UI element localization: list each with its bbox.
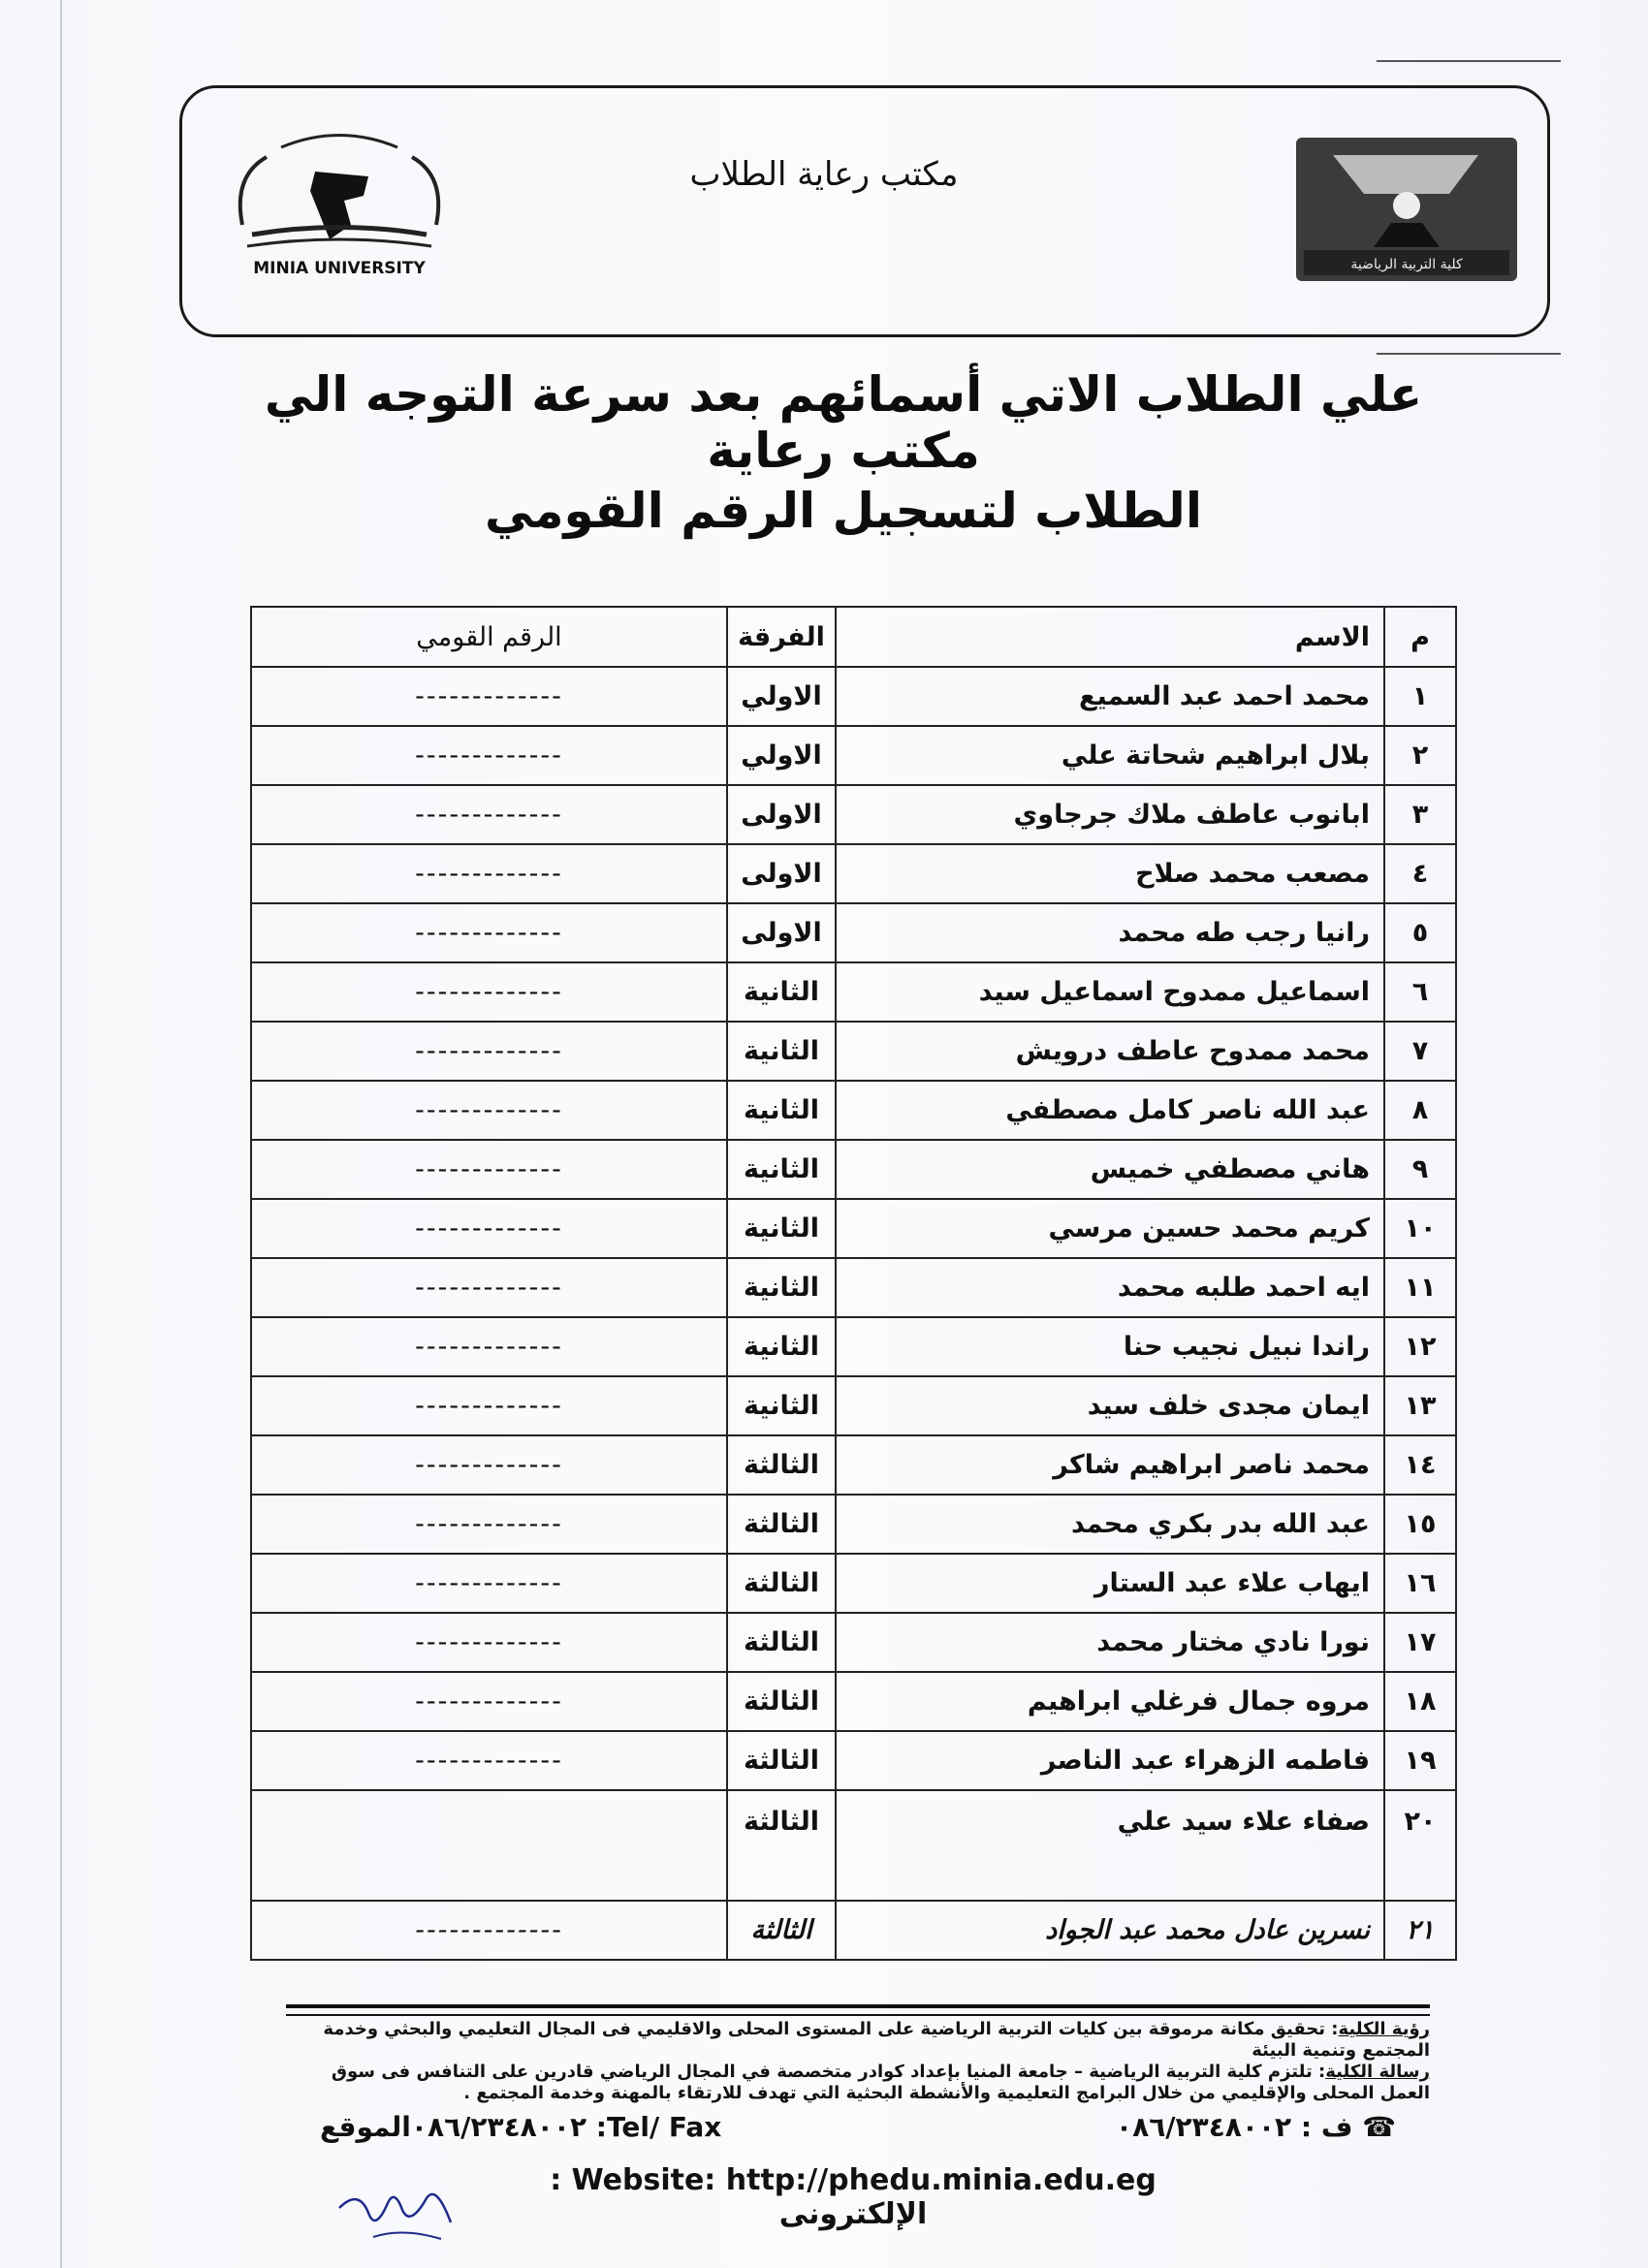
student-grade: الثالثة (727, 1495, 836, 1554)
phone-icon: ☎ (1362, 2111, 1396, 2143)
mission-line (276, 2062, 1430, 2104)
national-id-placeholder: ------------- (251, 1731, 727, 1790)
national-id-placeholder: ------------- (251, 1258, 727, 1317)
faculty-logo-text: كلية التربية الرياضية (1350, 257, 1463, 272)
table-row (251, 1731, 1456, 1790)
handwritten-signature (334, 2169, 460, 2247)
vision-line (276, 2019, 1430, 2062)
table-row (251, 1022, 1456, 1081)
student-name: ابانوب عاطف ملاك جرجاوي (836, 785, 1384, 844)
table-row (251, 1435, 1456, 1495)
national-id-placeholder: ------------- (251, 1376, 727, 1435)
national-id-placeholder: ------------- (251, 1081, 727, 1140)
contact-row (320, 2111, 1396, 2150)
row-num: ١٣ (1384, 1376, 1456, 1435)
student-grade: الاولى (727, 903, 836, 962)
national-id-placeholder: ------------- (251, 726, 727, 785)
student-grade: الثالثة (727, 1554, 836, 1613)
student-name: كريم محمد حسين مرسي (836, 1199, 1384, 1258)
notice-title-line-1: علي الطلاب الاتي أسمائهم بعد سرعة التوجه الي مكتب رعاية (264, 366, 1423, 479)
row-num: ١٠ (1384, 1199, 1456, 1258)
notice-title-line-2: الطلاب لتسجيل الرقم القومي (485, 483, 1202, 539)
header-num: م (1384, 607, 1456, 667)
student-name: ايهاب علاء عبد الستار (836, 1554, 1384, 1613)
row-num: ٢٠ (1384, 1790, 1456, 1901)
student-name: مصعب محمد صلاح (836, 844, 1384, 903)
table-row (251, 667, 1456, 726)
table-row (251, 844, 1456, 903)
student-grade: الثانية (727, 962, 836, 1022)
student-grade: الاولي (727, 667, 836, 726)
table-row (251, 903, 1456, 962)
student-grade: الثانية (727, 1022, 836, 1081)
student-grade: الاولي (727, 726, 836, 785)
row-num: ٥ (1384, 903, 1456, 962)
tel-fax: Tel/ Fax: ٠٨٦/٢٣٤٨٠٠٢الموقع (320, 2111, 722, 2143)
row-num: ١ (1384, 667, 1456, 726)
row-num: ١٧ (1384, 1613, 1456, 1672)
student-name: فاطمه الزهراء عبد الناصر (836, 1731, 1384, 1790)
student-name: مروه جمال فرغلي ابراهيم (836, 1672, 1384, 1731)
phone-number (1116, 2111, 1396, 2143)
student-name: بلال ابراهيم شحاتة علي (836, 726, 1384, 785)
student-name: صفاء علاء سيد علي (836, 1790, 1384, 1901)
table-header-row (251, 607, 1456, 667)
student-grade: الثالثة (727, 1790, 836, 1901)
header-name: الاسم (836, 607, 1384, 667)
student-grade: الثانية (727, 1317, 836, 1376)
header-national-id: الرقم القومي (251, 607, 727, 667)
student-name: هاني مصطفي خميس (836, 1140, 1384, 1199)
mission-text: : تلتزم كلية التربية الرياضية – جامعة المنيا بإعداد كوادر متخصصة في المجال الرياضي قادرين على التنافس فى سوق العمل المحلى والإقليمي من خلال البرامج التعليمية والأنشطة البحثية التي تهدف للارتقاء بالمهنة وخدمة المجتمع . (331, 2062, 1430, 2103)
national-id-placeholder: ------------- (251, 1022, 727, 1081)
student-grade: الثانية (727, 1199, 836, 1258)
national-id-placeholder: ------------- (251, 1901, 727, 1960)
row-num: ١٤ (1384, 1435, 1456, 1495)
row-num: ٢ (1384, 726, 1456, 785)
national-id-placeholder: ------------- (251, 1199, 727, 1258)
table-row (251, 785, 1456, 844)
minia-university-logo-text: MINIA UNIVERSITY (253, 259, 426, 278)
page-edge (60, 0, 62, 2268)
table-row (251, 1901, 1456, 1960)
vision-text: : تحقيق مكانة مرموقة بين كليات التربية الرياضية على المستوى المحلى والاقليمي فى المجال التعليمي والبحثي وخدمة المجتمع وتنمية البيئة (323, 2019, 1430, 2061)
scan-mark (1377, 353, 1561, 355)
table-row (251, 1790, 1456, 1901)
student-grade: الثانية (727, 1258, 836, 1317)
table-row (251, 1376, 1456, 1435)
row-num: ٣ (1384, 785, 1456, 844)
student-grade: الاولى (727, 785, 836, 844)
row-num: ٢١ (1384, 1901, 1456, 1960)
mission-label: رسالة الكلية (1325, 2062, 1430, 2082)
national-id-placeholder (251, 1790, 727, 1901)
row-num: ١٨ (1384, 1672, 1456, 1731)
row-num: ٤ (1384, 844, 1456, 903)
table-row (251, 1140, 1456, 1199)
student-grade: الثالثة (727, 1901, 836, 1960)
student-name: محمد احمد عبد السميع (836, 667, 1384, 726)
national-id-placeholder: ------------- (251, 1672, 727, 1731)
row-num: ٧ (1384, 1022, 1456, 1081)
national-id-placeholder: ------------- (251, 1317, 727, 1376)
office-name: مكتب رعاية الطلاب (689, 155, 959, 194)
table-row (251, 1081, 1456, 1140)
student-name: محمد ممدوح عاطف درويش (836, 1022, 1384, 1081)
national-id-placeholder: ------------- (251, 785, 727, 844)
row-num: ١٩ (1384, 1731, 1456, 1790)
national-id-placeholder: ------------- (251, 1435, 727, 1495)
students-table (250, 606, 1457, 1961)
row-num: ١٦ (1384, 1554, 1456, 1613)
table-row (251, 726, 1456, 785)
table-row (251, 1317, 1456, 1376)
row-num: ٩ (1384, 1140, 1456, 1199)
row-num: ٨ (1384, 1081, 1456, 1140)
student-grade: الثالثة (727, 1731, 836, 1790)
student-grade: الثانية (727, 1081, 836, 1140)
student-grade: الثالثة (727, 1613, 836, 1672)
national-id-placeholder: ------------- (251, 962, 727, 1022)
student-name: اسماعيل ممدوح اسماعيل سيد (836, 962, 1384, 1022)
student-name: عبد الله ناصر كامل مصطفي (836, 1081, 1384, 1140)
website: Website: http://phedu.minia.edu.eg : الإلكترونى (550, 2163, 1157, 2231)
vision-label: رؤية الكلية (1338, 2019, 1430, 2039)
student-name: نسرين عادل محمد عبد الجواد (836, 1901, 1384, 1960)
student-name: ايه احمد طلبه محمد (836, 1258, 1384, 1317)
student-name: رانيا رجب طه محمد (836, 903, 1384, 962)
student-name: راندا نبيل نجيب حنا (836, 1317, 1384, 1376)
national-id-placeholder: ------------- (251, 1495, 727, 1554)
row-num: ١٢ (1384, 1317, 1456, 1376)
table-row (251, 1495, 1456, 1554)
faculty-vision-mission (276, 2019, 1430, 2104)
national-id-placeholder: ------------- (251, 1140, 727, 1199)
scan-mark (1377, 60, 1561, 62)
student-grade: الثالثة (727, 1672, 836, 1731)
student-grade: الثانية (727, 1376, 836, 1435)
national-id-placeholder: ------------- (251, 667, 727, 726)
student-name: نورا نادي مختار محمد (836, 1613, 1384, 1672)
table-row (251, 962, 1456, 1022)
student-name: عبد الله بدر بكري محمد (836, 1495, 1384, 1554)
national-id-placeholder: ------------- (251, 903, 727, 962)
footer-divider (286, 2004, 1430, 2008)
student-grade: الثالثة (727, 1435, 836, 1495)
faculty-of-physical-education-logo (1294, 136, 1519, 283)
row-num: ١٥ (1384, 1495, 1456, 1554)
row-num: ٦ (1384, 962, 1456, 1022)
student-grade: الثانية (727, 1140, 836, 1199)
student-name: محمد ناصر ابراهيم شاكر (836, 1435, 1384, 1495)
footer-divider (286, 2014, 1430, 2016)
student-grade: الاولى (727, 844, 836, 903)
table-row (251, 1199, 1456, 1258)
table-row (251, 1672, 1456, 1731)
minia-university-logo (223, 118, 456, 283)
national-id-placeholder: ------------- (251, 1613, 727, 1672)
national-id-placeholder: ------------- (251, 1554, 727, 1613)
table-row (251, 1554, 1456, 1613)
table-row (251, 1258, 1456, 1317)
phone-text: ف : ٠٨٦/٢٣٤٨٠٠٢ (1116, 2111, 1353, 2143)
student-name: ايمان مجدى خلف سيد (836, 1376, 1384, 1435)
row-num: ١١ (1384, 1258, 1456, 1317)
table-row (251, 1613, 1456, 1672)
header-grade: الفرقة (727, 607, 836, 667)
national-id-placeholder: ------------- (251, 844, 727, 903)
